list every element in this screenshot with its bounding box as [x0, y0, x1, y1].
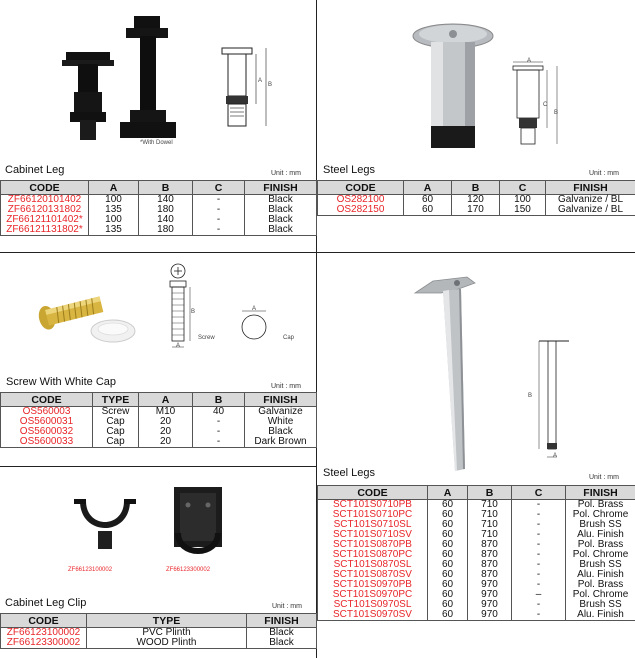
steel-leg-short-image: [407, 12, 497, 152]
dim-a-label: A: [258, 78, 263, 84]
dim-a-label: A: [527, 58, 532, 64]
steel-legs-rows-2: [318, 500, 635, 621]
table-cell: Black: [245, 195, 317, 206]
table-cell: 150: [500, 205, 546, 216]
table-cell: 60: [428, 570, 468, 580]
table-cell: Black: [245, 427, 317, 437]
table-cell: -: [512, 610, 566, 621]
table-cell: Galvanize: [245, 407, 317, 418]
table-cell: 710: [468, 520, 512, 530]
table-cell: 170: [452, 205, 500, 216]
col-header: B: [468, 486, 512, 500]
table-cell: 100: [89, 215, 139, 225]
product-code: SCT101S0870SL: [318, 560, 428, 570]
table-cell: Alu. Finish: [566, 530, 635, 540]
screw-cap-unit: Unit : mm: [271, 383, 301, 390]
table-cell: -: [512, 520, 566, 530]
col-header: FINISH: [245, 393, 317, 407]
product-code: SCT101S0970PC: [318, 590, 428, 600]
table-cell: 60: [428, 510, 468, 520]
table-cell: –: [512, 590, 566, 600]
table-cell: 60: [428, 550, 468, 560]
table-cell: 20: [139, 417, 193, 427]
screw-dim-a: A: [176, 343, 181, 349]
table-cell: Brush SS: [566, 520, 635, 530]
cabinet-leg-title: Cabinet Leg: [5, 164, 65, 176]
steel-legs-2-unit: Unit : mm: [589, 474, 619, 481]
table-cell: Alu. Finish: [566, 610, 635, 621]
table-row: [1, 437, 317, 448]
product-code: OS5600032: [1, 427, 93, 437]
table-cell: -: [512, 560, 566, 570]
table-cell: -: [193, 225, 245, 236]
col-header: TYPE: [93, 393, 139, 407]
table-cell: Black: [245, 215, 317, 225]
table-cell: -: [193, 215, 245, 225]
table-cell: -: [512, 510, 566, 520]
table-cell: 60: [428, 600, 468, 610]
screw-dim-b: B: [191, 309, 196, 315]
col-header: B: [139, 181, 193, 195]
table-cell: -: [512, 570, 566, 580]
steel-legs-table-1: [317, 180, 635, 216]
table-cell: Cap: [93, 427, 139, 437]
col-header: TYPE: [87, 614, 247, 628]
pvc-clip-image: [70, 493, 140, 553]
screw-cap-table: [0, 392, 317, 448]
cap-label: Cap: [283, 335, 295, 341]
cap-dim-a: A: [252, 306, 257, 312]
table-cell: 120: [452, 195, 500, 206]
wood-clip-image: [166, 483, 236, 563]
product-code: OS282150: [318, 205, 404, 216]
col-header: C: [500, 181, 546, 195]
product-code: SCT101S0970SV: [318, 610, 428, 621]
table-cell: 970: [468, 600, 512, 610]
table-cell: 100: [500, 195, 546, 206]
col-header: CODE: [318, 181, 404, 195]
table-cell: Galvanize / BL: [546, 195, 635, 206]
table-cell: 60: [428, 560, 468, 570]
col-header: A: [428, 486, 468, 500]
col-header: CODE: [1, 614, 87, 628]
table-cell: -: [512, 600, 566, 610]
table-cell: Pol. Chrome: [566, 590, 635, 600]
screw-drawing: [162, 263, 202, 353]
product-code: OS282100: [318, 195, 404, 206]
table-cell: 60: [404, 195, 452, 206]
table-cell: PVC Plinth: [87, 628, 247, 639]
steel-leg-tall-drawing: [535, 339, 585, 469]
steel-legs-table-2: [317, 485, 635, 621]
dim-c-label: C: [543, 102, 548, 108]
table-cell: 60: [428, 520, 468, 530]
table-cell: Brush SS: [566, 560, 635, 570]
table-cell: Screw: [93, 407, 139, 418]
table-cell: 710: [468, 530, 512, 540]
product-code: ZF66121101402*: [1, 215, 89, 225]
table-cell: Black: [245, 205, 317, 215]
table-cell: Black: [247, 628, 317, 639]
table-cell: -: [193, 427, 245, 437]
table-cell: 40: [193, 407, 245, 418]
product-code: SCT101S0710SL: [318, 520, 428, 530]
table-cell: Black: [245, 225, 317, 236]
cabinet-leg-unit: Unit : mm: [271, 170, 301, 177]
cap-drawing: [240, 307, 280, 347]
table-cell: WOOD Plinth: [87, 638, 247, 649]
dim-b-label: B: [554, 110, 559, 116]
table-cell: 710: [468, 510, 512, 520]
col-header: FINISH: [546, 181, 635, 195]
table-cell: 135: [89, 205, 139, 215]
product-code: ZF66123300002: [1, 638, 87, 649]
clip-panel: [0, 467, 316, 658]
table-cell: -: [512, 550, 566, 560]
cabinet-leg-rows: [1, 195, 317, 236]
tall-dim-b: B: [528, 393, 533, 399]
col-header: C: [193, 181, 245, 195]
steel-legs-panel-2: [317, 253, 635, 658]
table-cell: 60: [428, 610, 468, 621]
table-cell: Black: [247, 638, 317, 649]
product-code: SCT101S0710PB: [318, 500, 428, 511]
col-header: A: [139, 393, 193, 407]
steel-legs-panel-1: [317, 0, 635, 252]
table-cell: Cap: [93, 417, 139, 427]
table-cell: Pol. Chrome: [566, 510, 635, 520]
table-cell: 180: [139, 225, 193, 236]
table-row: [318, 610, 635, 621]
table-cell: 60: [428, 580, 468, 590]
product-code: OS5600031: [1, 417, 93, 427]
table-cell: Cap: [93, 437, 139, 448]
table-cell: Pol. Chrome: [566, 550, 635, 560]
table-cell: 870: [468, 570, 512, 580]
table-cell: Alu. Finish: [566, 570, 635, 580]
table-cell: Pol. Brass: [566, 540, 635, 550]
table-cell: 180: [139, 205, 193, 215]
steel-legs-2-title: Steel Legs: [323, 467, 375, 479]
cabinet-leg-image: [40, 14, 180, 154]
table-cell: 970: [468, 590, 512, 600]
steel-leg-tall-image: [413, 263, 493, 483]
steel-legs-unit: Unit : mm: [589, 170, 619, 177]
screw-label: Screw: [198, 335, 215, 341]
col-header: C: [512, 486, 566, 500]
table-cell: 60: [404, 205, 452, 216]
screw-cap-title: Screw With White Cap: [6, 376, 117, 388]
product-code: ZF66121131802*: [1, 225, 89, 236]
table-cell: 60: [428, 500, 468, 511]
clip-table: [0, 613, 317, 649]
col-header: CODE: [1, 393, 93, 407]
table-cell: -: [512, 530, 566, 540]
table-cell: -: [512, 500, 566, 511]
table-row: [1, 638, 317, 649]
pvc-clip-code: ZF66123100002: [68, 567, 113, 573]
product-code: OS5600033: [1, 437, 93, 448]
cap-image: [88, 315, 138, 345]
tall-dim-a: A: [553, 453, 558, 459]
product-code: SCT101S0970PB: [318, 580, 428, 590]
product-code: SCT101S0870PC: [318, 550, 428, 560]
table-cell: 870: [468, 560, 512, 570]
col-header: A: [404, 181, 452, 195]
table-cell: 20: [139, 427, 193, 437]
col-header: CODE: [1, 181, 89, 195]
col-header: FINISH: [566, 486, 635, 500]
table-cell: 60: [428, 590, 468, 600]
col-header: FINISH: [245, 181, 317, 195]
steel-leg-short-drawing: [507, 58, 567, 158]
table-cell: White: [245, 417, 317, 427]
table-cell: 20: [139, 437, 193, 448]
product-code: SCT101S0970SL: [318, 600, 428, 610]
table-cell: 60: [428, 540, 468, 550]
steel-legs-title: Steel Legs: [323, 164, 375, 176]
table-cell: -: [512, 580, 566, 590]
table-cell: 870: [468, 540, 512, 550]
clip-title: Cabinet Leg Clip: [5, 597, 87, 609]
table-row: [1, 225, 317, 236]
table-cell: 100: [89, 195, 139, 206]
col-header: B: [193, 393, 245, 407]
table-cell: 710: [468, 500, 512, 511]
col-header: CODE: [318, 486, 428, 500]
cabinet-leg-table: [0, 180, 317, 236]
product-code: SCT101S0710SV: [318, 530, 428, 540]
wood-clip-code: ZF66123300002: [166, 567, 211, 573]
col-header: B: [452, 181, 500, 195]
cabinet-leg-panel: [0, 0, 316, 252]
product-code: ZF66123100002: [1, 628, 87, 639]
table-cell: 135: [89, 225, 139, 236]
table-row: [318, 205, 635, 216]
table-cell: 140: [139, 195, 193, 206]
product-code: SCT101S0870SV: [318, 570, 428, 580]
cabinet-leg-drawing: [214, 46, 274, 136]
product-code: SCT101S0710PC: [318, 510, 428, 520]
table-cell: 60: [428, 530, 468, 540]
product-code: OS560003: [1, 407, 93, 418]
steel-legs-rows-1: [318, 195, 635, 216]
col-header: FINISH: [247, 614, 317, 628]
table-cell: 970: [468, 610, 512, 621]
screw-cap-panel: [0, 253, 316, 466]
product-code: ZF66120131802: [1, 205, 89, 215]
with-dowel-note: *With Dowel: [140, 140, 173, 146]
table-cell: Dark Brown: [245, 437, 317, 448]
product-code: ZF66120101402: [1, 195, 89, 206]
clip-rows: [1, 628, 317, 649]
table-cell: Pol. Brass: [566, 500, 635, 511]
screw-cap-rows: [1, 407, 317, 448]
clip-unit: Unit : mm: [272, 603, 302, 610]
table-cell: 870: [468, 550, 512, 560]
table-cell: 140: [139, 215, 193, 225]
table-cell: Galvanize / BL: [546, 205, 635, 216]
dim-b-label: B: [268, 82, 273, 88]
col-header: A: [89, 181, 139, 195]
table-cell: -: [193, 195, 245, 206]
table-cell: -: [512, 540, 566, 550]
table-cell: -: [193, 417, 245, 427]
table-cell: 970: [468, 580, 512, 590]
table-cell: -: [193, 205, 245, 215]
table-cell: -: [193, 437, 245, 448]
table-cell: M10: [139, 407, 193, 418]
table-cell: Pol. Brass: [566, 580, 635, 590]
product-code: SCT101S0870PB: [318, 540, 428, 550]
table-cell: Brush SS: [566, 600, 635, 610]
